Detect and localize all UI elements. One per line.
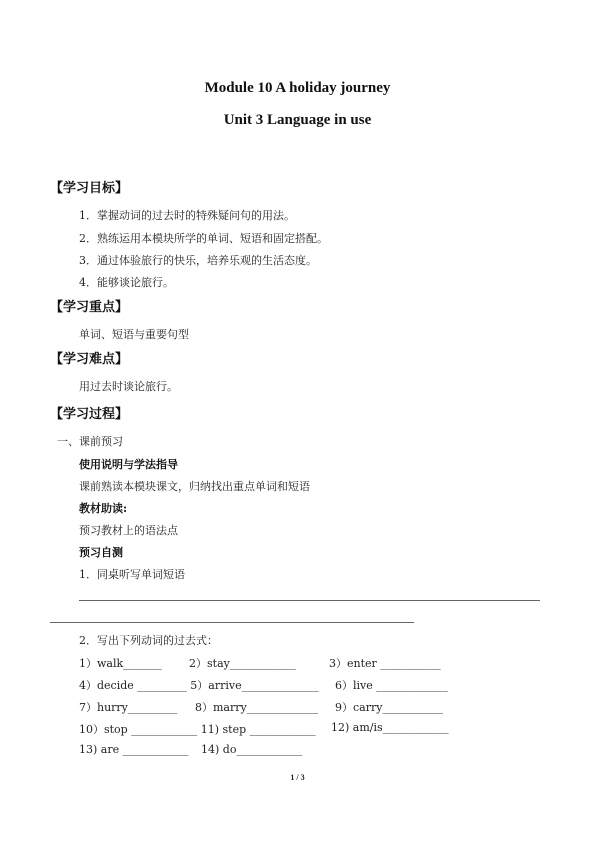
question-1: 1．同桌听写单词短语 (79, 568, 185, 581)
verb-item: 4）decide _________ 5）arrive______________ (79, 679, 319, 692)
difficulties-text: 用过去时谈论旅行。 (79, 380, 178, 393)
selftest-title: 预习自测 (79, 546, 123, 559)
textbook-title: 教材助读: (79, 502, 128, 515)
verb-item: 9）carry___________ (335, 701, 443, 714)
verb-item: 13) are ____________ (79, 743, 189, 756)
verb-item: 3）enter ___________ (329, 657, 441, 670)
key-points-text: 单词、短语与重要句型 (79, 328, 189, 341)
module-title: Module 10 A holiday journey (204, 80, 391, 96)
answer-line (79, 600, 540, 601)
unit-title: Unit 3 Language in use (223, 112, 372, 128)
verb-item: 2）stay____________ (189, 657, 296, 670)
objective-item: 1．掌握动词的过去时的特殊疑问句的用法。 (79, 209, 295, 222)
verb-item: 14) do____________ (201, 743, 303, 756)
question-2: 2．写出下列动词的过去式： (79, 634, 218, 647)
answer-line (50, 622, 414, 623)
objective-item: 4．能够谈论旅行。 (79, 276, 174, 289)
verb-item: 7）hurry_________ (79, 701, 178, 714)
verb-item: 8）marry_____________ (195, 701, 319, 714)
section-preview: 一、课前预习 (57, 435, 123, 448)
key-points-heading: 【学习重点】 (50, 300, 129, 315)
instructions-text: 课前熟读本模块课文，归纳找出重点单词和短语 (79, 480, 310, 493)
verb-item: 6）live _____________ (335, 679, 448, 692)
process-heading: 【学习过程】 (50, 407, 129, 422)
objective-item: 3．通过体验旅行的快乐，培养乐观的生活态度。 (79, 254, 317, 267)
verb-item: 12) am/is____________ (331, 721, 449, 734)
page-number: 1 / 3 (290, 773, 305, 782)
textbook-text: 预习教材上的语法点 (79, 524, 178, 537)
difficulties-heading: 【学习难点】 (50, 352, 129, 367)
verb-item: 10）stop ____________ 11) step ____________ (79, 723, 316, 736)
objective-item: 2．熟练运用本模块所学的单词、短语和固定搭配。 (79, 232, 328, 245)
verb-item: 1）walk_______ (79, 657, 162, 670)
instructions-title: 使用说明与学法指导 (79, 458, 178, 471)
objectives-heading: 【学习目标】 (50, 181, 129, 196)
